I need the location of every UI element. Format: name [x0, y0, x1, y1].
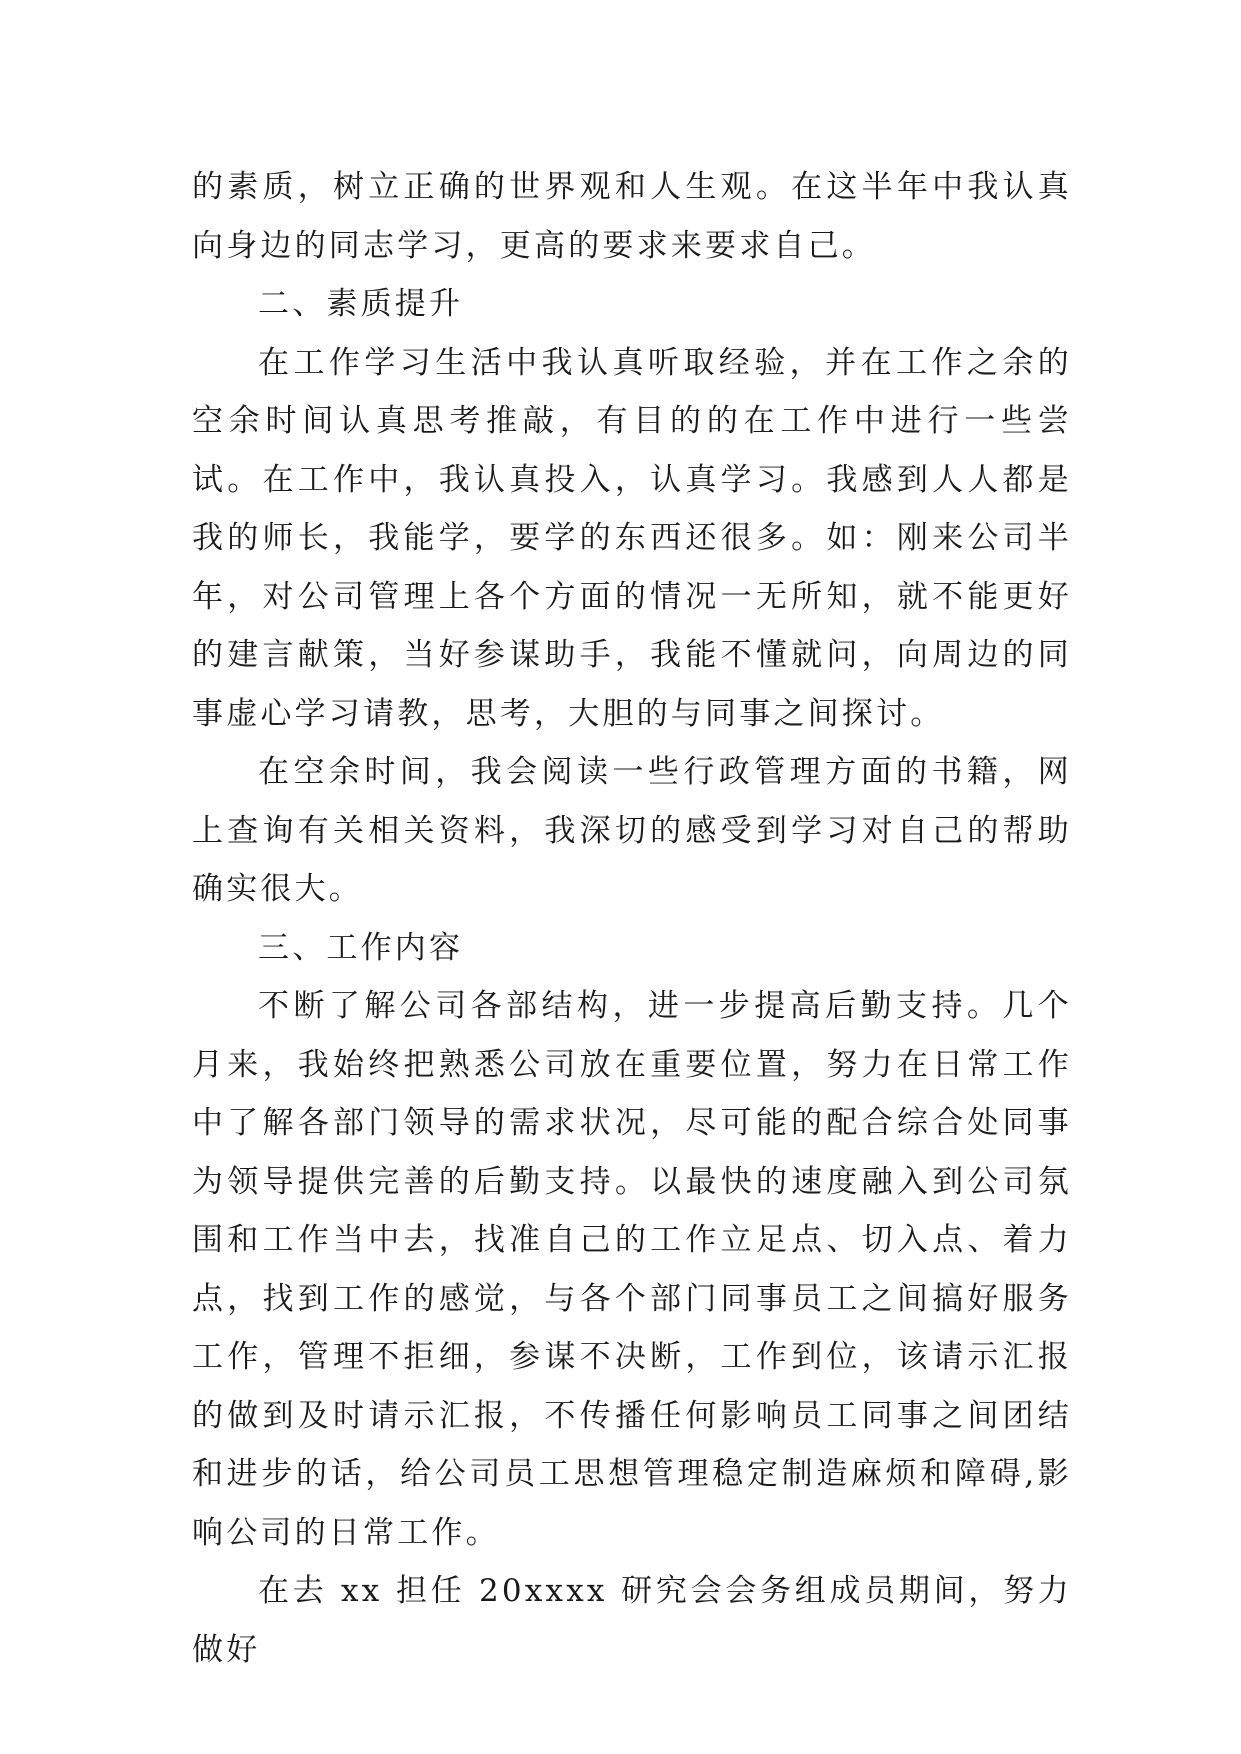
paragraph-work-content: 不断了解公司各部结构，进一步提高后勤支持。几个月来，我始终把熟悉公司放在重要位置，努力在日常工作中了解各部门领导的需求状况，尽可能的配合综合处同事为领导提供完善的后勤支持。以最快的速度融入到公司氛围和工作当中去，找准自己的工作立足点、切入点、着力点，找到工作的感觉，与各个部门同事员工之间搞好服务工作，管理不拒细，参谋不决断，工作到位，该请示汇报的做到及时请示汇报，不传播任何影响员工同事之间团结和进步的话，给公司员工思想管理稳定制造麻烦和障碍,影响公司的日常工作。: [192, 988, 1072, 1551]
section-heading-work-content: 三、工作内容: [258, 929, 464, 966]
document-body: [192, 158, 1072, 1679]
section-heading-quality-improvement: 二、素质提升: [258, 286, 464, 322]
paragraph-spare-time-study: 在空余时间，我会阅读一些行政管理方面的书籍，网上查询有关相关资料，我深切的感受到学习对自己的帮助确实很大。: [192, 754, 1072, 907]
paragraph-quality-improvement: 在工作学习生活中我认真听取经验，并在工作之余的空余时间认真思考推敲，有目的的在工作中进行一些尝试。在工作中，我认真投入，认真学习。我感到人人都是我的师长，我能学，要学的东西还很多。如：刚来公司半年，对公司管理上各个方面的情况一无所知，就不能更好的建言献策，当好参谋助手，我能不懂就问，向周边的同事虚心学习请教，思考，大胆的与同事之间探讨。: [192, 344, 1072, 732]
paragraph-continuation: 的素质，树立正确的世界观和人生观。在这半年中我认真向身边的同志学习，更高的要求来要求自己。: [192, 169, 1072, 264]
paragraph-conference-duty: 在去 xx 担任 20xxxx 研究会会务组成员期间，努力做好: [192, 1573, 1072, 1668]
